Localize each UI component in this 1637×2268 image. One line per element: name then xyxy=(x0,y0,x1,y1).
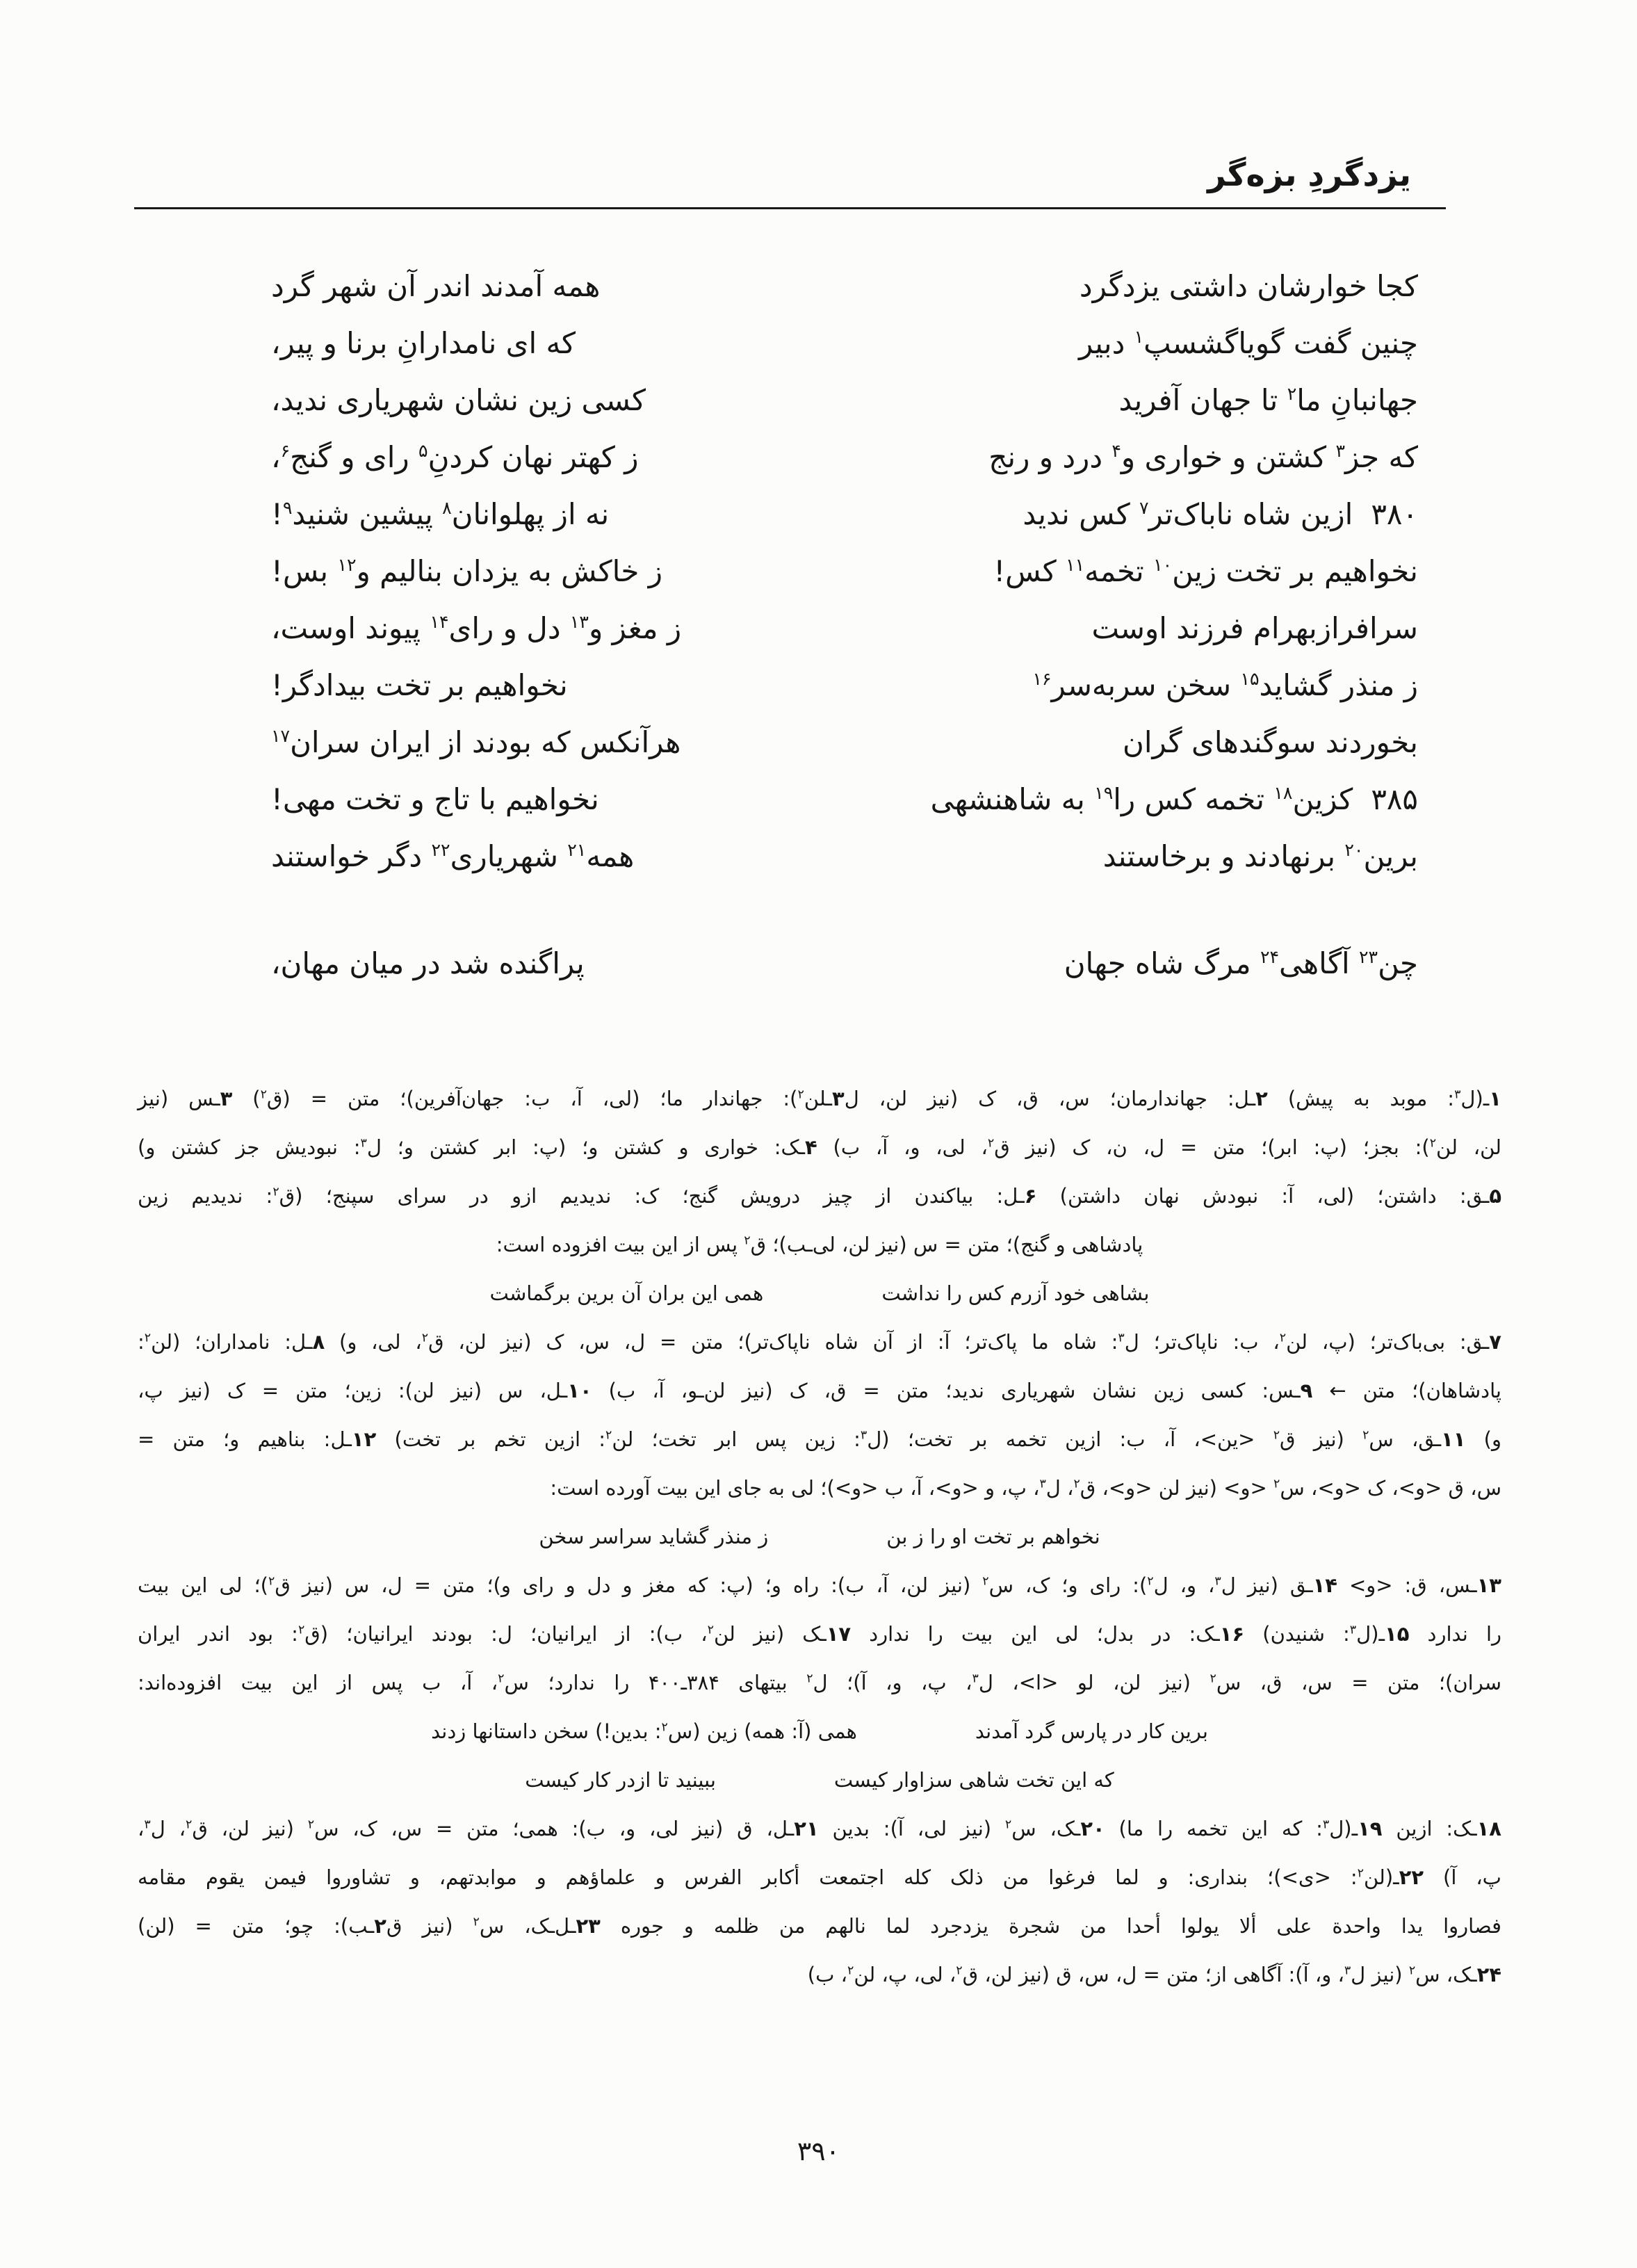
hemistich-text: چنین گفت گویاگشسپ$^۱$ دبیر xyxy=(1079,325,1418,360)
hemistich-text: نخواهیم با تاج و تخت مهی! xyxy=(271,781,599,816)
running-head: یزدگردِ بزه‌گر xyxy=(1207,156,1411,193)
hemistich-text: چن$^{۲۳}$ آگاهی$^{۲۴}$ مرگ شاه جهان xyxy=(1064,946,1418,980)
apparatus-line: ۲۴ـک، س$^۲$ (نیز ل$^۳$، و، آ): آگاهی از؛ متن = ل، س، ق (نیز لن، ق$^۲$، لی، پ، لن$^۲$، ب) xyxy=(807,1963,1501,1986)
hemistich-left xyxy=(271,269,600,303)
verse-row xyxy=(271,656,1418,713)
hemistich-left xyxy=(271,782,599,816)
apparatus-verse xyxy=(138,1707,1501,1756)
verse-row xyxy=(271,713,1418,770)
hemistich-right xyxy=(931,782,1418,816)
hemistich-left xyxy=(271,440,639,474)
apparatus-line: ۱۳ـس، ق: <و> ۱۴ـق (نیز ل$^۳$، و، ل$^۲$): رای و؛ ک، س$^۲$ (نیز لن، آ، ب): راه و؛ (پ: که مغز و دل و رای و)؛ متن = ل، س (نیز ق$^۲$)؛ لی این بیت xyxy=(138,1573,1502,1597)
apparatus-verse xyxy=(138,1512,1501,1561)
hemistich-text: کسی زین نشان شهریاری ندید، xyxy=(271,382,646,417)
verse-row xyxy=(271,542,1418,599)
apparatus-line: فصاروا یدا واحدة علی ألا یولوا أحدا من شجرة یزدجرد لما نالهم من ظلمه و جوره ۲۳ـل‌ـک، س$^۲$ (نیز ق۲ـب): چو؛ متن = (لن) xyxy=(138,1914,1501,1938)
hemistich-right xyxy=(1080,269,1418,303)
poem xyxy=(271,257,1418,991)
verse-row xyxy=(271,485,1418,542)
hemistich-text: ز خاکش به یزدان بنالیم و$^{۱۲}$ بس! xyxy=(271,553,662,588)
verse-number: ۳۸۵ xyxy=(1371,781,1418,816)
apparatus-verse-left: همی (آ: همه) زین (س$^۲$: بدین!) سخن داستانها زدند xyxy=(431,1719,857,1743)
apparatus-line: س، ق <و>، ک <و>، س$^۲$ <و> (نیز لن <و>، ق$^۲$، ل$^۳$، پ، و <و>، آ، ب <و>)؛ لی به جای این بیت آورده است: xyxy=(550,1476,1501,1500)
hemistich-text: که ای نامدارانِ برنا و پیر، xyxy=(271,325,576,360)
hemistich-text: که جز$^۳$ کشتن و خواری و$^۴$ درد و رنج xyxy=(988,439,1418,474)
apparatus-line: لن، لن$^۲$): بجز؛ (پ: ابر)؛ متن = ل، ن، ک (نیز ق$^۲$، لی، و، آ، ب) ۴ـک: خواری و کشتن و؛ (پ: ابر کشتن و؛ ل$^۳$: نبودیش جز کشتن و) xyxy=(138,1135,1502,1159)
hemistich-right xyxy=(988,440,1418,474)
hemistich-text: کزین$^{۱۸}$ تخمه کس را$^{۱۹}$ به شاهنشهی xyxy=(930,781,1353,816)
hemistich-right xyxy=(993,554,1418,588)
hemistich-text: جهانبانِ ما$^۲$ تا جهان آفرید xyxy=(1118,382,1418,417)
verse-number: ۳۸۰ xyxy=(1371,496,1418,531)
apparatus-line: و) ۱۱ـق، س$^۲$ (نیز ق$^۲$ <ین>، آ، ب: ازین تخمه بر تخت؛ (ل$^۳$: زین پس ابر تخت؛ لن$^۲$: ازین تخم بر تخت) ۱۲ـل: بناهیم و؛ متن = xyxy=(138,1427,1502,1451)
hemistich-text: همه$^{۲۱}$ شهریاری$^{۲۲}$ دگر خواستند xyxy=(271,839,635,873)
apparatus-line: را ندارد ۱۵ـ(ل$^۳$: شنیدن) ۱۶ـک: در بدل؛ لی این بیت را ندارد ۱۷ـک (نیز لن$^۲$، ب): از ایرانیان؛ ل: بودند ایرانیان؛ (ق$^۲$: بود اندر ایران xyxy=(138,1622,1502,1646)
hemistich-right xyxy=(1123,725,1418,759)
apparatus xyxy=(138,1074,1501,1999)
hemistich-left xyxy=(271,668,568,702)
apparatus-line: ۵ـق: داشتن؛ (لی، آ: نبودش نهان داشتن) ۶ـل: بیاکندن از چیز درویش گنج؛ ک: ندیدیم ازو در سرای سپنج؛ (ق$^۲$: ندیدیم زین xyxy=(138,1184,1502,1208)
apparatus-verse-left: ز منذر گشاید سراسر سخن xyxy=(539,1525,769,1548)
hemistich-text: برین$^{۲۰}$ برنهادند و برخاستند xyxy=(1102,839,1418,873)
hemistich-text: نخواهیم بر تخت بیدادگر! xyxy=(271,667,568,702)
verse-row xyxy=(271,934,1418,991)
verse-row xyxy=(271,428,1418,485)
apparatus-line: پادشاهان)؛ متن ← ۹ـس: کسی زین نشان شهریاری ندید؛ متن = ق، ک (نیز لن‌ـو، آ، ب) ۱۰ـل، س (نیز لن): زین؛ متن = ک (نیز پ، xyxy=(138,1379,1501,1402)
apparatus-verse-right: نخواهم بر تخت او را ز بن xyxy=(886,1525,1100,1548)
hemistich-left xyxy=(271,383,646,417)
apparatus-line: ۷ـق: بی‌باک‌تر؛ (پ، لن$^۲$، ب: ناپاک‌تر؛ ل$^۳$: شاه ما پاک‌تر؛ آ: از آن شاه ناپاک‌تر)؛ متن = ل، س، ک (نیز لن، ق$^۲$، لی، و) ۸ـل: نامداران؛ (لن$^۲$: xyxy=(138,1330,1501,1354)
hemistich-text: ازین شاه ناباک‌تر$^۷$ کس ندید xyxy=(1023,496,1353,531)
apparatus-line: سران)؛ متن = س، ق، س$^۲$ (نیز لن، لو <ا>، ل$^۳$، پ، و، آ)؛ ل$^۲$ بیتهای ۳۸۴ـ۴۰۰ را ندارد؛ س$^۲$، آ، ب پس از این بیت افزوده‌اند: xyxy=(138,1671,1502,1694)
hemistich-text: هرآنکس که بودند از ایران سران$^{۱۷}$ xyxy=(271,724,681,759)
hemistich-text: نه از پهلوانان$^۸$ پیشین شنید$^۹$! xyxy=(271,496,610,531)
verse-row xyxy=(271,599,1418,656)
hemistich-text: همه آمدند اندر آن شهر گرد xyxy=(271,268,601,303)
hemistich-left xyxy=(271,497,609,531)
hemistich-text: سرافرازبهرام فرزند اوست xyxy=(1091,610,1418,645)
hemistich-right xyxy=(1119,383,1418,417)
apparatus-line: پادشاهی و گنج)؛ متن = س (نیز لن، لی‌ـب)؛ ق$^۲$ پس از این بیت افزوده است: xyxy=(496,1233,1143,1256)
hemistich-text: ز منذر گشاید$^{۱۵}$ سخن سربه‌سر$^{۱۶}$ xyxy=(1032,667,1418,702)
hemistich-left xyxy=(271,611,681,645)
hemistich-right xyxy=(1032,668,1418,702)
apparatus-line: ۱ـ(ل$^۳$: موبد به پیش) ۲ـل: جهاندارمان؛ س، ق، ک (نیز لن، ل۳ـلن$^۲$): جهاندار ما؛ (لی، آ، ب: جهان‌آفرین)؛ متن = (ق$^۲$) ۳ـس (نیز xyxy=(138,1087,1501,1110)
hemistich-text: نخواهیم بر تخت زین$^{۱۰}$ تخمه$^{۱۱}$ کس! xyxy=(993,553,1418,588)
verse-row xyxy=(271,371,1418,428)
apparatus-verse xyxy=(138,1269,1501,1318)
hemistich-left xyxy=(271,725,681,759)
hemistich-text: بخوردند سوگندهای گران xyxy=(1122,724,1418,759)
hemistich-left xyxy=(271,839,634,873)
apparatus-verse-right: که این تخت شاهی سزاوار کیست xyxy=(833,1768,1114,1792)
hemistich-text: پراگنده شد در میان مهان، xyxy=(271,946,585,980)
verse-row xyxy=(271,770,1418,827)
verse-row xyxy=(271,257,1418,314)
hemistich-left xyxy=(271,946,585,980)
apparatus-verse-right: برین کار در پارس گرد آمدند xyxy=(975,1719,1208,1743)
verse-row xyxy=(271,314,1418,371)
apparatus-line: ۱۸ـک: ازین ۱۹ـ(ل$^۳$: که این تخمه را ما) ۲۰ـک، س$^۲$ (نیز لی، آ): بدین ۲۱ـل، ق (نیز لی، و، ب): همی؛ متن = س، ک، س$^۲$ (نیز لن، ق$^۲$، ل$^۳$، xyxy=(138,1817,1501,1840)
hemistich-text: کجا خوارشان داشتی یزدگرد xyxy=(1079,268,1418,303)
hemistich-right xyxy=(1092,611,1419,645)
hemistich-right xyxy=(1023,497,1418,531)
apparatus-verse-right: بشاهی خود آزرم کس را نداشت xyxy=(881,1281,1150,1305)
apparatus-verse-left: ببینید تا ازدر کار کیست xyxy=(525,1768,716,1792)
page-number: ۳۹۰ xyxy=(797,2136,840,2166)
header-rule xyxy=(134,207,1446,209)
hemistich-left xyxy=(271,554,662,588)
hemistich-left xyxy=(271,326,576,360)
hemistich-right xyxy=(1103,839,1418,873)
hemistich-text: ز مغز و$^{۱۳}$ دل و رای$^{۱۴}$ پیوند اوست، xyxy=(271,610,682,645)
apparatus-verse-left: همی این بران آن برین برگماشت xyxy=(489,1281,764,1305)
apparatus-line: پ، آ) ۲۲ـ(لن$^۲$: <ی>)؛ بنداری: و لما فرغوا من ذلک کله اجتمعت أکابر الفرس و علماؤهم و موابدتهم، و تشاوروا فیمن یقوم مقامه xyxy=(138,1865,1501,1889)
apparatus-verse xyxy=(138,1756,1501,1804)
hemistich-right xyxy=(1079,326,1418,360)
hemistich-right xyxy=(1064,946,1418,980)
verse-row xyxy=(271,827,1418,884)
hemistich-text: ز کهتر نهان کردنِ$^۵$ رای و گنج$^۶$، xyxy=(271,439,639,474)
